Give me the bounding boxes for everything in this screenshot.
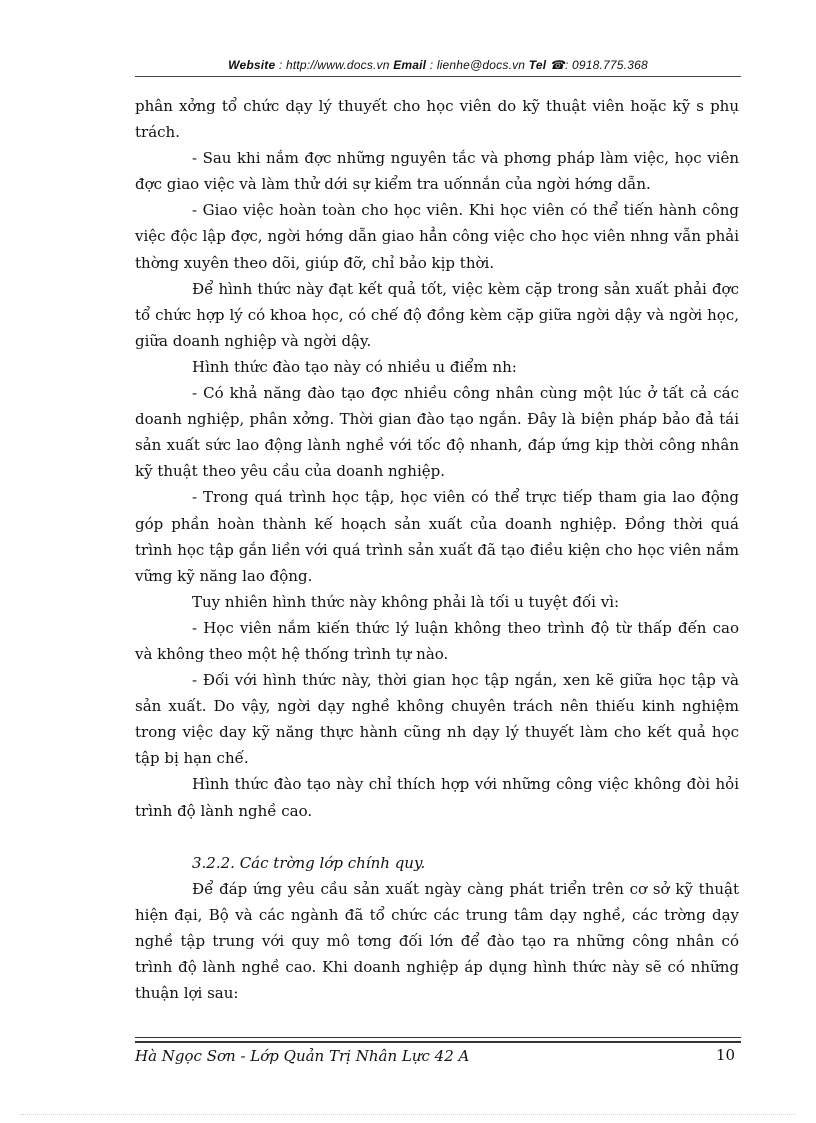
paragraph: Hình thức đào tạo này chỉ thích hợp với những công việc không đòi hỏi trình độ lành nghề cao. <box>135 775 739 820</box>
paragraph: - Giao việc hoàn toàn cho học viên. Khi học viên có thể tiến hành công việc độc lập đợc, ngời hớng dẫn giao hẳn công việc cho học viên nhng vẫn phải thờng xuyên theo dõi, giúp đỡ, chỉ bảo kịp thời. <box>135 201 739 272</box>
footer-divider-thick <box>135 1041 741 1043</box>
paragraph: - Đối với hình thức này, thời gian học tập ngắn, xen kẽ giữa học tập và sản xuất. Do vậy, ngời dạy nghề không chuyên trách nên thiếu kinh nghiệm trong việc day kỹ năng thực hành cũng nh dạy lý thuyết làm cho kết quả học tập bị hạn chế. <box>135 671 739 768</box>
header-divider <box>135 76 741 77</box>
section-heading: 3.2.2. Các trờng lớp chính quy. <box>192 853 426 872</box>
paragraph: - Sau khi nắm đợc những nguyên tắc và phơng pháp làm việc, học viên đợc giao việc và làm thử dới sự kiểm tra uốnnắn của ngời hớng dẫn. <box>135 149 739 194</box>
paragraph: Tuy nhiên hình thức này không phải là tối u tuyệt đối vì: <box>192 592 620 611</box>
page-header <box>135 58 741 72</box>
website-label: Website <box>228 58 276 72</box>
document-body <box>135 93 739 1006</box>
paragraph: Để đáp ứng yêu cầu sản xuất ngày càng phát triển trên cơ sở kỹ thuật hiện đại, Bộ và các ngành đã tổ chức các trung tâm dạy nghề, các trờng dạy nghề tập trung với quy mô tơng đối lớn để đào tạo ra những công nhân có trình độ lành nghề cao. Khi doanh nghiệp áp dụng hình thức này sẽ có những thuận lợi sau: <box>135 879 739 1003</box>
paragraph: - Trong quá trình học tập, học viên có thể trực tiếp tham gia lao động góp phần hoàn thành kế hoạch sản xuất của doanh nghiệp. Đồng thời quá trình học tập gắn liền với quá trình sản xuất đã tạo điều kiện cho học viên nắm vững kỹ năng lao động. <box>135 488 739 585</box>
email-label: Email <box>393 58 427 72</box>
tel-value: : 0918.775.368 <box>564 58 648 72</box>
website-value[interactable]: : http://www.docs.vn <box>278 58 390 72</box>
tel-label: Tel <box>528 58 547 72</box>
footer-author: Hà Ngọc Sơn - Lớp Quản Trị Nhân Lực 42 A <box>135 1047 470 1065</box>
paragraph: Hình thức đào tạo này có nhiều u điểm nh: <box>192 357 517 376</box>
paragraph-continuation: phân xởng tổ chức dạy lý thuyết cho học viên do kỹ thuật viên hoặc kỹ s phụ trách. <box>135 97 739 142</box>
page-edge-dotted-line <box>20 1114 796 1115</box>
paragraph: - Có khả năng đào tạo đợc nhiều công nhân cùng một lúc ở tất cả các doanh nghiệp, phân xởng. Thời gian đào tạo ngắn. Đây là biện pháp bảo đả tái sản xuất sức lao động lành nghề với tốc độ nhanh, đáp ứng kịp thời công nhân kỹ thuật theo yêu cầu của doanh nghiệp. <box>135 384 739 481</box>
paragraph: - Học viên nắm kiến thức lý luận không theo trình độ từ thấp đến cao và không theo một hệ thống trình tự nào. <box>135 618 739 663</box>
email-value[interactable]: : lienhe@docs.vn <box>429 58 526 72</box>
paragraph: Để hình thức này đạt kết quả tốt, việc kèm cặp trong sản xuất phải đợc tổ chức hợp lý có khoa học, có chế độ đồng kèm cặp giữa ngời dậy và ngời học, giữa doanh nghiệp và ngời dậy. <box>135 279 739 350</box>
phone-icon: ☎ <box>549 58 565 72</box>
page-number: 10 <box>716 1046 736 1064</box>
footer-divider <box>135 1037 741 1038</box>
